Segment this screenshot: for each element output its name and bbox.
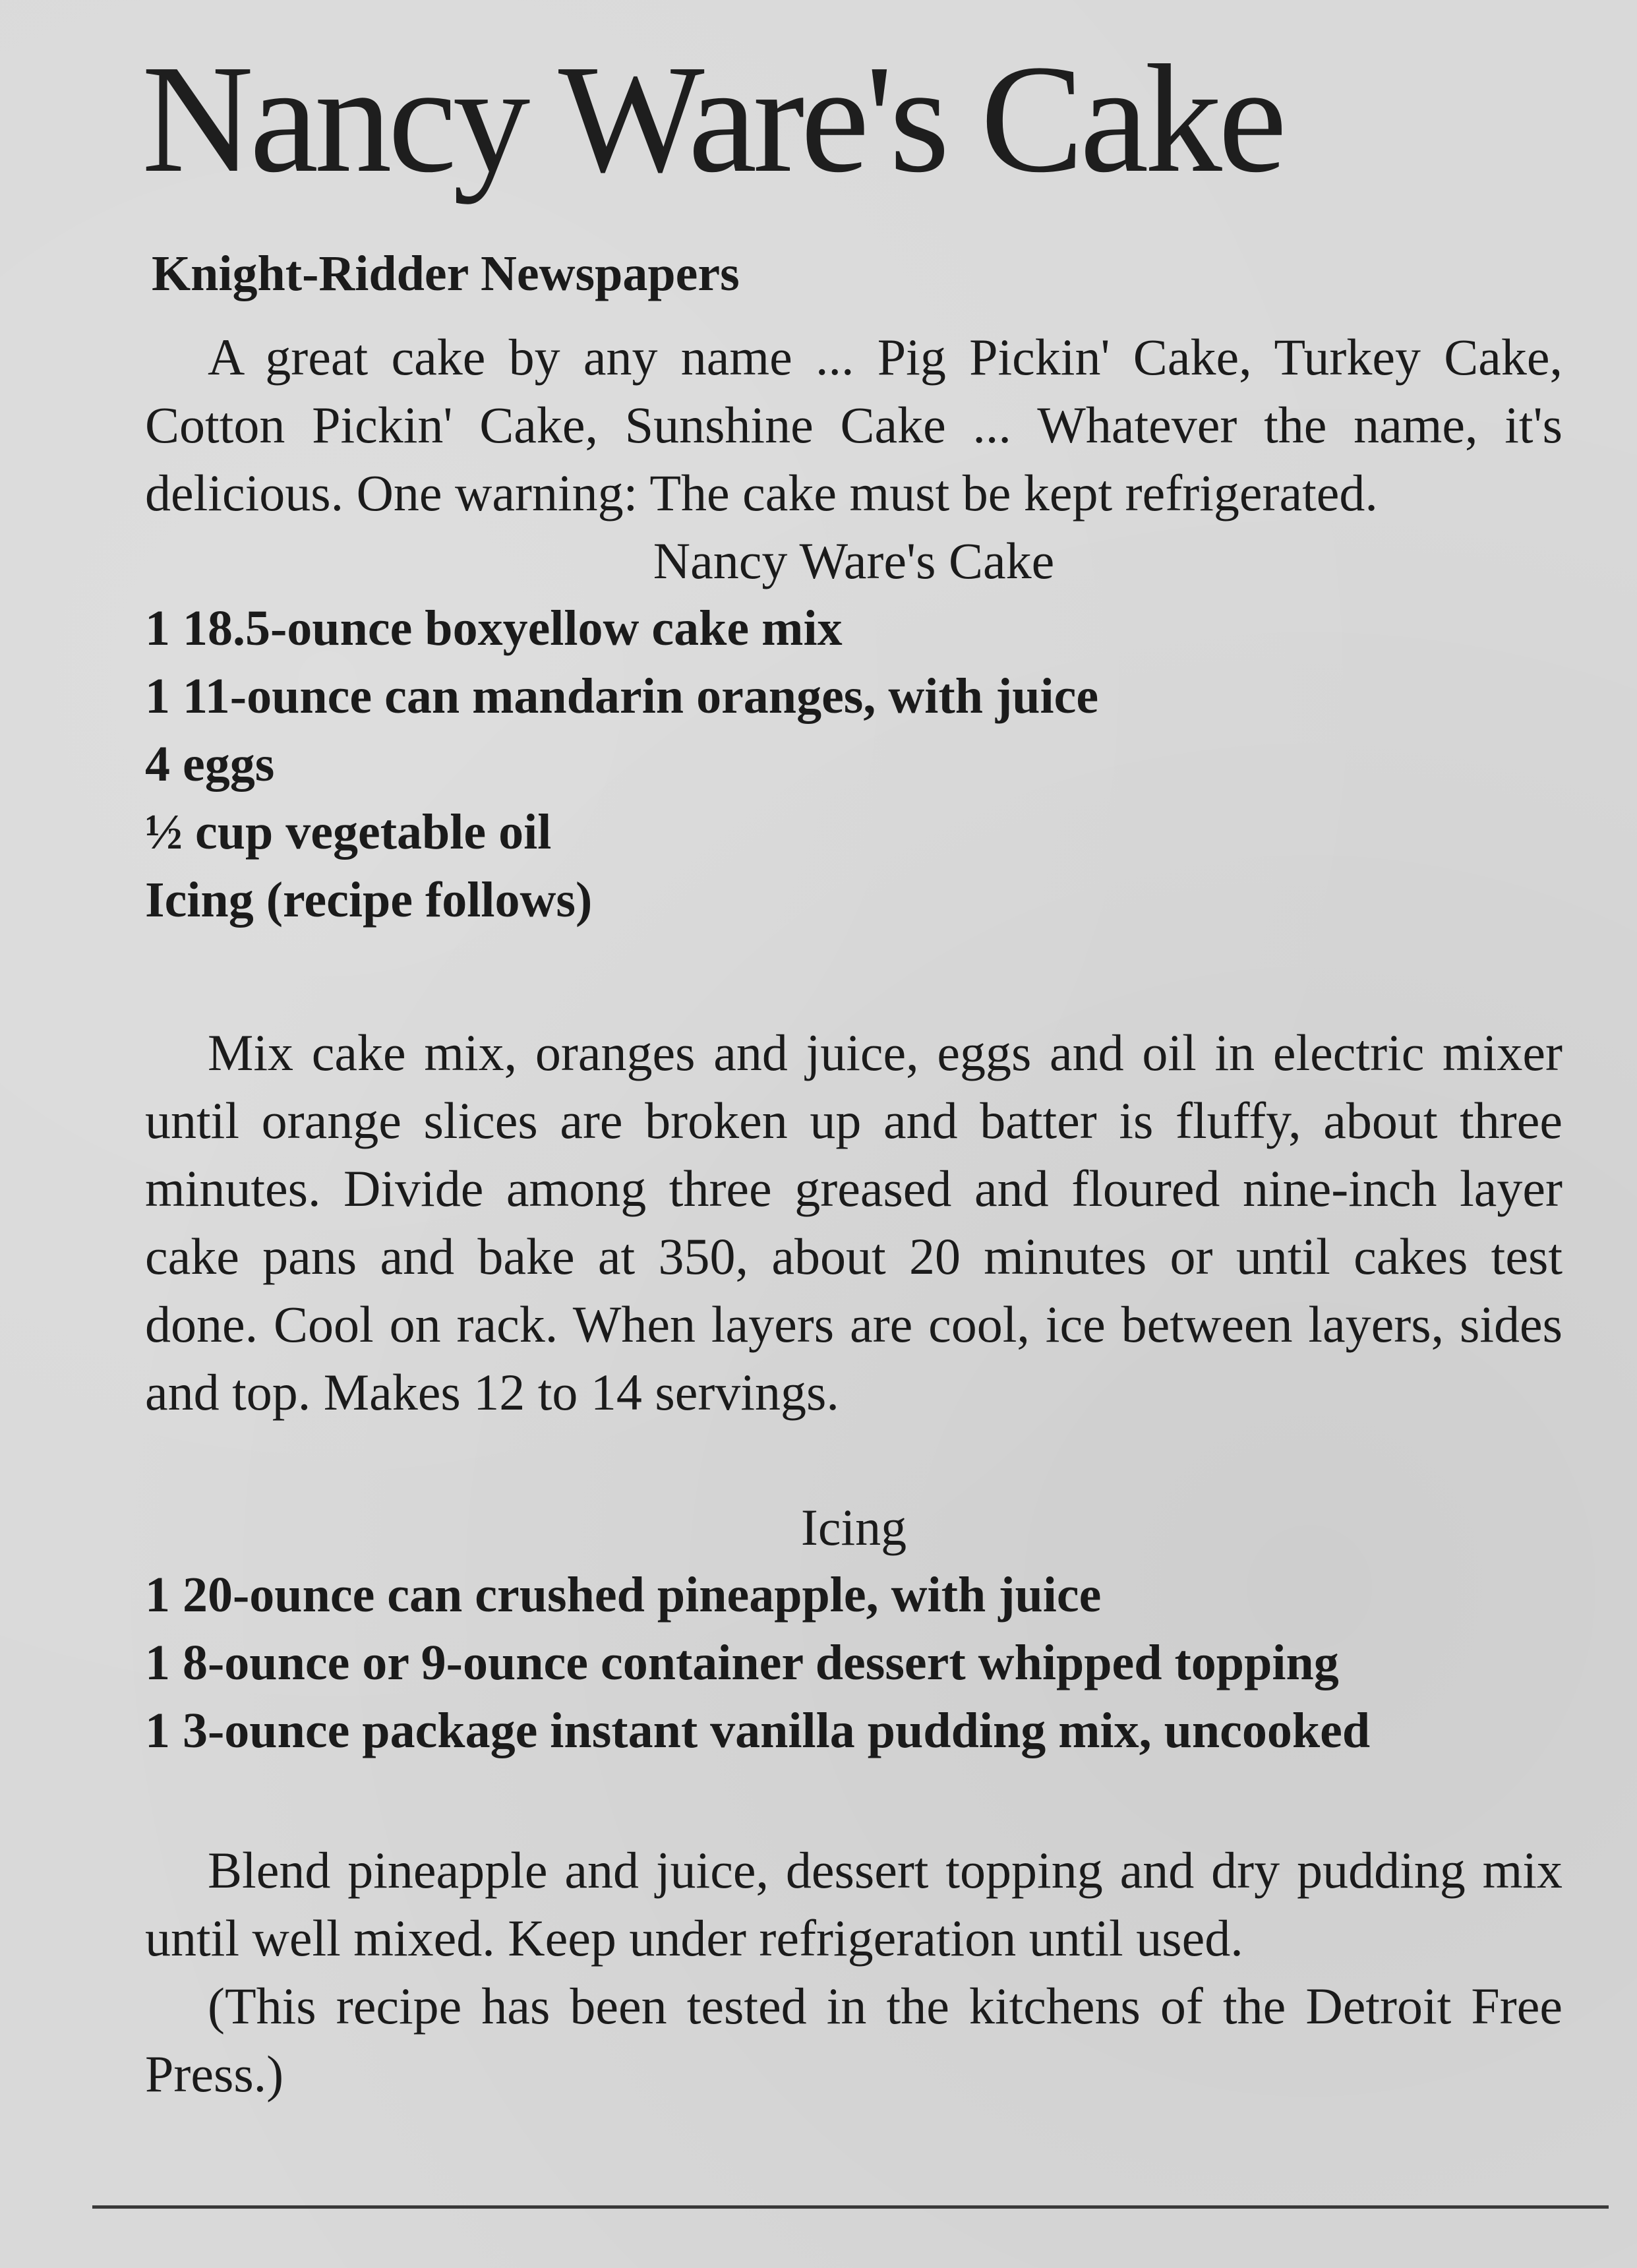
ingredient-item: 1 20-ounce can crushed pineapple, with juice xyxy=(145,1567,1102,1623)
recipe-title: Nancy Ware's Cake xyxy=(653,532,1055,589)
ingredient-item: 4 eggs xyxy=(145,736,275,792)
icing-ingredient-list xyxy=(145,1561,1563,1765)
ingredient-item: ½ cup vegetable oil xyxy=(145,804,552,860)
ingredient-item: Icing (recipe follows) xyxy=(145,872,593,928)
cake-directions-section xyxy=(145,1019,1563,1426)
icing-directions: Blend pineapple and juice, dessert topping and dry pudding mix until well mixed. Keep under refrigeration until used. xyxy=(145,1841,1563,1967)
ingredient-item: 1 18.5-ounce boxyellow cake mix xyxy=(145,601,843,656)
icing-section xyxy=(145,1493,1563,1765)
icing-title: Icing xyxy=(800,1499,907,1556)
intro-section xyxy=(145,323,1563,934)
intro-paragraph: A great cake by any name ... Pig Pickin' Cake, Turkey Cake, Cotton Pickin' Cake, Sunshine Cake ... Whatever the name, it's delicious. One warning: The cake must be kept refrigerated. xyxy=(145,328,1563,522)
ingredient-item: 1 11-ounce can mandarin oranges, with juice xyxy=(145,669,1099,724)
bottom-rule xyxy=(92,2205,1609,2209)
headline: Nancy Ware's Cake xyxy=(142,33,1284,204)
cake-directions: Mix cake mix, oranges and juice, eggs and oil in electric mixer until orange slices are broken up and batter is fluffy, about three minutes. Divide among three greased and floured nine-inch layer cake pans and bake at 350, about 20 minutes or until cakes test done. Cool on rack. When layers are cool, ice between layers, sides and top. Makes 12 to 14 servings. xyxy=(145,1024,1563,1421)
byline: Knight-Ridder Newspapers xyxy=(152,246,740,301)
ingredient-item: 1 8-ounce or 9-ounce container dessert whipped topping xyxy=(145,1635,1339,1690)
cake-ingredient-list xyxy=(145,595,1563,934)
test-kitchen-note: (This recipe has been tested in the kitchens of the Detroit Free Press.) xyxy=(145,1977,1563,2103)
ingredient-item: 1 3-ounce package instant vanilla pudding mix, uncooked xyxy=(145,1703,1371,1758)
icing-directions-section xyxy=(145,1836,1563,2108)
